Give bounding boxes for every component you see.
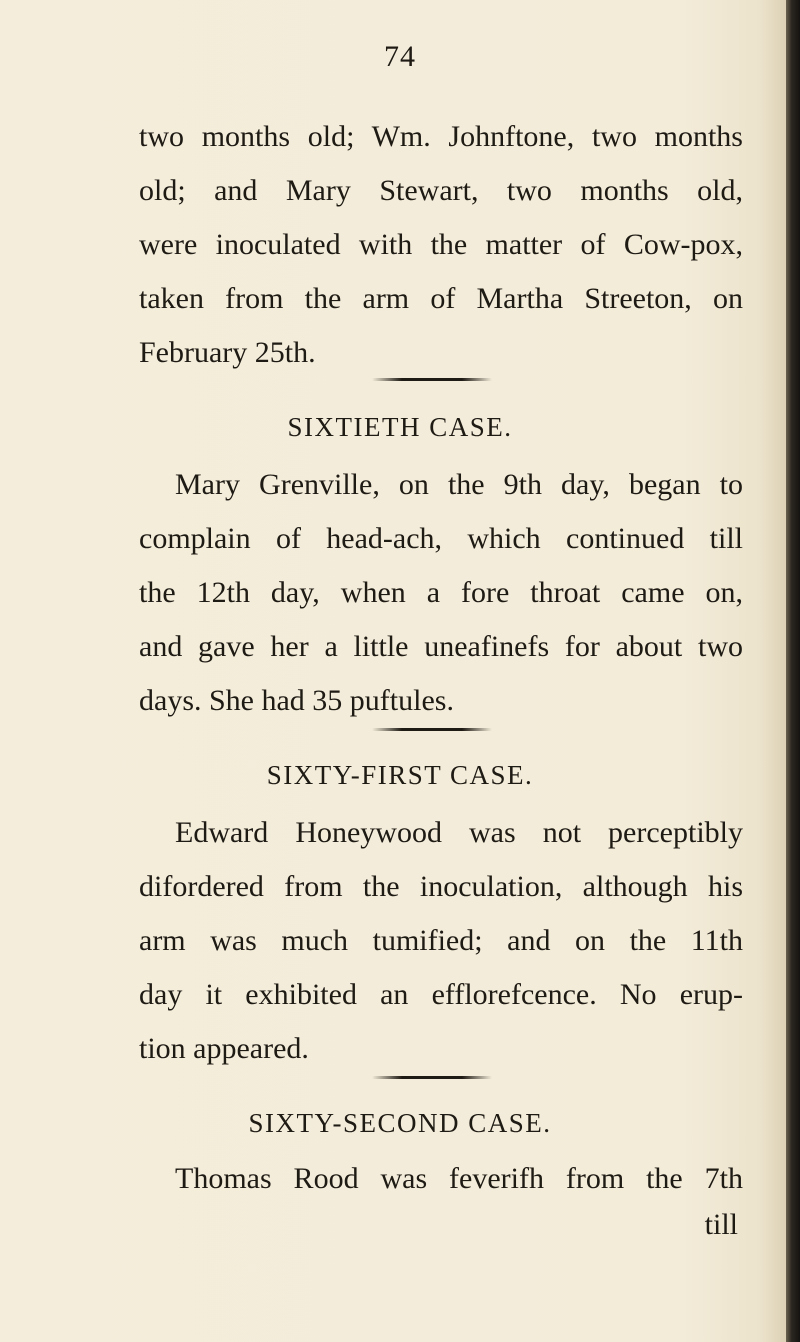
text-line: days. She had 35 puftules. (139, 684, 454, 717)
section-rule (372, 1076, 492, 1079)
case-62-paragraph (139, 1152, 743, 1206)
intro-paragraph (139, 110, 743, 380)
case-61-heading: SIXTY-FIRST CASE. (266, 760, 534, 790)
text-line: February 25th. (139, 336, 316, 369)
text-line: two months old; Wm. Johnftone, two months (139, 120, 743, 153)
text-line: were inoculated with the matter of Cow-pox, (139, 228, 743, 261)
text-line: difordered from the inoculation, although his (139, 870, 743, 903)
text-line: arm was much tumified; and on the 11th (139, 924, 743, 957)
text-line: Mary Grenville, on the 9th day, began to (175, 468, 743, 501)
section-rule (372, 728, 492, 731)
section-rule (372, 378, 492, 381)
book-spine-shadow (786, 0, 800, 1342)
text-line: old; and Mary Stewart, two months old, (139, 174, 743, 207)
text-line: and gave her a little uneafinefs for about two (139, 630, 743, 663)
text-line: taken from the arm of Martha Streeton, on (139, 282, 743, 315)
text-line: the 12th day, when a fore throat came on, (139, 576, 743, 609)
catchword: till (704, 1208, 738, 1241)
case-62-heading: SIXTY-SECOND CASE. (248, 1108, 552, 1138)
case-61-paragraph (139, 806, 743, 1076)
text-line: tion appeared. (139, 1032, 309, 1065)
text-line: Thomas Rood was feverifh from the 7th (175, 1162, 743, 1195)
text-line: day it exhibited an efflorefcence. No erup- (139, 978, 743, 1011)
case-60-heading: SIXTIETH CASE. (287, 412, 513, 442)
case-60-paragraph (139, 458, 743, 728)
text-line: Edward Honeywood was not perceptibly (175, 816, 743, 849)
page-number: 74 (384, 40, 416, 73)
text-line: complain of head-ach, which continued till (139, 522, 743, 555)
